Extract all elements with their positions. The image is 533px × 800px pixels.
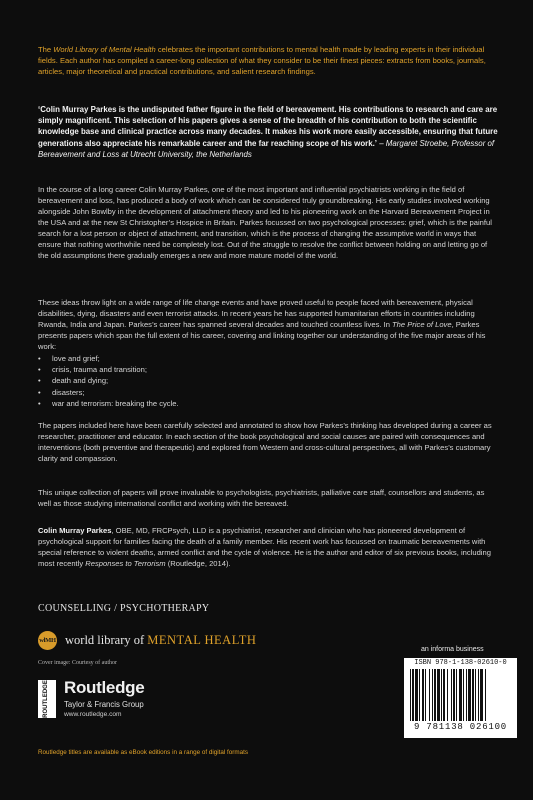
barcode-bar: [422, 669, 424, 721]
barcode-bars: [410, 669, 511, 721]
bio-book-title: Responses to Terrorism: [85, 559, 166, 568]
subject-category: COUNSELLING / PSYCHOTHERAPY: [38, 603, 210, 614]
routledge-mark-icon: [38, 680, 56, 718]
series-accent: MENTAL HEALTH: [147, 632, 257, 647]
endorsement-quote: [38, 104, 498, 160]
list-item: • death and dying;: [38, 375, 179, 386]
description-paragraph-3: The papers included here have been carefully selected and annotated to show how Parkes’s thinking has developed during a career as researcher, practitioner and educator. In each section of the book psychological and social causes are paired with consequences and interventions (both preventive and therapeutic) and explored from Western and cross-cultural perspectives, all with Parkes’s customary clarity and compassion.: [38, 421, 492, 463]
barcode-bar: [451, 669, 452, 721]
barcode-bar: [456, 669, 457, 721]
barcode-bar: [459, 669, 462, 721]
description-paragraph-2: [38, 297, 498, 352]
svg-text:ROUTLEDGE: ROUTLEDGE: [43, 680, 49, 718]
barcode-bar: [412, 669, 414, 721]
barcode-bar: [434, 669, 436, 721]
barcode-bar: [463, 669, 464, 721]
series-logo: [38, 630, 256, 650]
barcode-bar: [419, 669, 420, 721]
series-prefix: world library of: [65, 632, 148, 647]
publisher-name: Routledge: [64, 678, 145, 697]
barcode-bar: [410, 669, 411, 721]
quote-attribution: – Margaret Stroebe, Professor of Bereavement and Loss at Utrecht University, the Netherlands: [38, 138, 495, 159]
author-name: Colin Murray Parkes: [38, 526, 112, 535]
series-intro: [38, 44, 498, 77]
para2-lead: These ideas throw light on a wide range of life change events and have proved useful to people faced with bereavement, physical disabilities, dying, disasters and even terrorist attacks. In recent years he has supported humanitarian efforts in countries including Rwanda, India and Japan. Parkes’s career has spanned several decades and touched countless lives. In: [38, 298, 475, 329]
book-title: The Price of Love: [392, 320, 452, 329]
publisher-group: Taylor & Francis Group: [64, 700, 144, 709]
list-item: • crisis, trauma and transition;: [38, 364, 179, 375]
barcode-bar: [425, 669, 426, 721]
ean-number: 9 781138 026100: [413, 722, 507, 732]
isbn-text: ISBN 978-1-138-02610-0: [414, 659, 507, 667]
list-item: • disasters;: [38, 387, 179, 398]
description-paragraph-1: In the course of a long career Colin Murray Parkes, one of the most important and influential psychiatrists working in the field of bereavement and loss, has produced a body of work which can be considered truly groundbreaking. His early studies involved working alongside John Bowlby in the development of attachment theory and led to his pioneering work on the Harvard Bereavement Project in the USA and at the new St Christopher’s Hospice in Britain. Parkes focussed on two psychological processes: grief, which is the painful search for a lost person or object of attachment, and transition, which is the process of changing the assumptive world in ways that ensure that nothing worthwhile need be completely lost. Out of the struggle to resolve the conflict between holding on and letting go of the old assumptions there gradually emerges a new and more mature model of the world.: [38, 185, 492, 260]
cover-credit: Cover image: Courtesy of author: [38, 660, 117, 666]
barcode-bar: [485, 669, 486, 721]
barcode-bar: [472, 669, 474, 721]
para2-rest: , Parkes presents papers which span the full extent of his career, covering and linking together our understanding of the five major areas of his work:: [38, 320, 486, 351]
work-areas-list: [38, 353, 179, 409]
publisher-logo: [38, 676, 198, 722]
intro-lead: The: [38, 45, 54, 54]
barcode-bar: [432, 669, 433, 721]
barcode-bar: [441, 669, 442, 721]
bio-text: , OBE, MD, FRCPsych, LLD is a psychiatrist, researcher and clinician who has pioneered development of psychological support for families facing the death of a family member. His recent work has focussed on traumatic bereavements with special reference to violent deaths, armed conflict and the cycle of violence. He is the author and editor of six previous books, including most recently: [38, 526, 491, 568]
series-title: World Library of Mental Health: [53, 45, 156, 54]
intro-rest: celebrates the important contributions to mental health made by leading experts in their individual fields. Each author has compiled a career-long collection of what they consider to be their finest pieces: extracts from books, journals, articles, major theoretical and practical contributions, and salient research findings.: [38, 45, 486, 76]
series-name: [65, 633, 256, 648]
barcode-bar: [468, 669, 471, 721]
author-bio: [38, 525, 498, 569]
informa-business-line: an informa business: [421, 646, 484, 653]
bio-text-end: (Routledge, 2014).: [165, 559, 231, 568]
list-item: • love and grief;: [38, 353, 179, 364]
publisher-url: www.routledge.com: [64, 711, 122, 718]
barcode-bar: [475, 669, 476, 721]
barcode-bar: [443, 669, 445, 721]
quote-text: ‘Colin Murray Parkes is the undisputed father figure in the field of bereavement. His contributions to research and care are simply magnificent. This selection of his papers gives a sense of the breadth of his contribution to both the scientific knowledge base and clinical practice across many decades. It makes his work more easily accessible, ensuring that future generations also appreciate his remarkable career and the far reaching scope of his work.’: [38, 105, 498, 148]
barcode-bar: [415, 669, 418, 721]
barcode-bar: [478, 669, 479, 721]
wlmh-badge-icon: wlMH: [38, 631, 57, 650]
barcode-bar: [453, 669, 455, 721]
barcode-bar: [447, 669, 448, 721]
barcode-bar: [466, 669, 467, 721]
ebook-note: Routledge titles are available as eBook editions in a range of digital formats: [38, 749, 249, 756]
description-paragraph-4: This unique collection of papers will prove invaluable to psychologists, psychiatrists, palliative care staff, counsellors and students, as well as those studying international conflict and working with the bereaved.: [38, 488, 485, 508]
barcode-bar: [429, 669, 430, 721]
list-item: • war and terrorism: breaking the cycle.: [38, 398, 179, 409]
barcode: [404, 658, 517, 738]
barcode-bar: [480, 669, 483, 721]
barcode-bar: [437, 669, 440, 721]
